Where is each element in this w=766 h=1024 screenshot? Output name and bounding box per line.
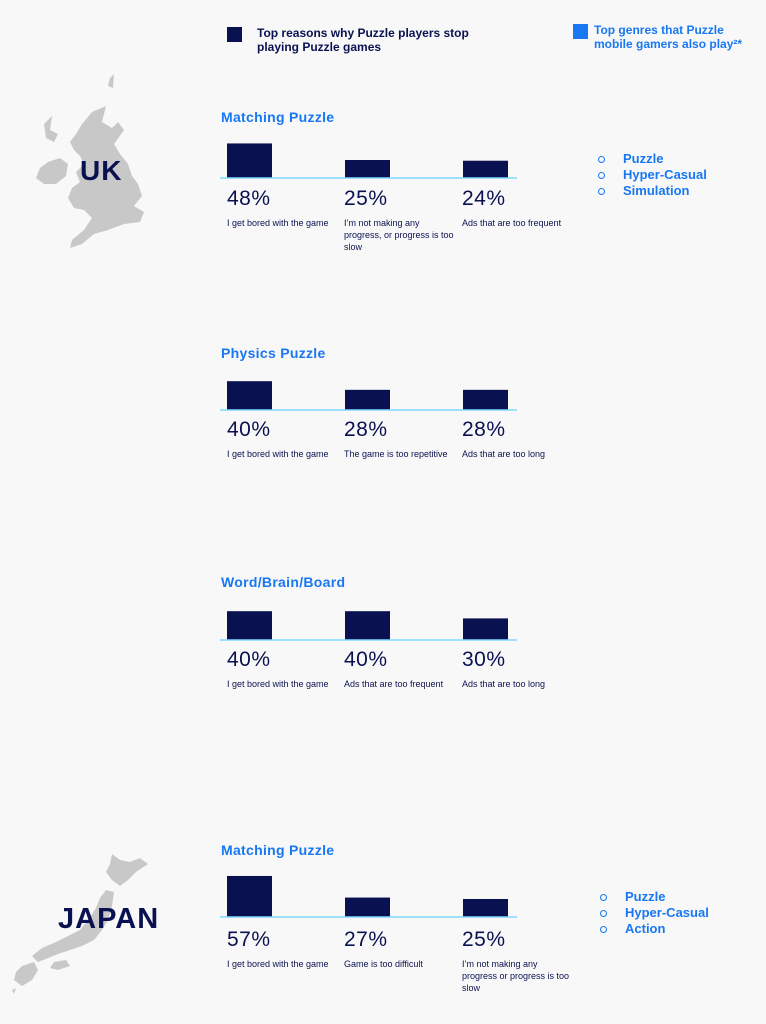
stat [227, 928, 337, 970]
bullet-icon [600, 910, 607, 917]
bar-3 [463, 390, 508, 410]
bar-2 [345, 160, 390, 178]
stat [344, 418, 454, 460]
stat-label: I get bored with the game [227, 679, 329, 689]
bar-1 [227, 611, 272, 640]
bullet-icon [598, 156, 605, 163]
stat-value: 57% [227, 928, 271, 951]
chart-uk-matching [215, 140, 525, 180]
stat-value: 27% [344, 928, 388, 951]
stat [227, 187, 337, 229]
genre-list-uk [598, 151, 707, 199]
legend-reasons-label: Top reasons why Puzzle players stop playing Puzzle games [257, 26, 469, 54]
chart-title: Physics Puzzle [221, 345, 326, 361]
genre-item [600, 905, 709, 921]
stat-value: 25% [344, 187, 388, 210]
stat [462, 418, 572, 460]
bullet-icon [600, 894, 607, 901]
bar-2 [345, 611, 390, 640]
stat-label: Ads that are too long [462, 449, 546, 459]
stat [227, 418, 337, 460]
genre-item [598, 151, 707, 167]
bullet-icon [600, 926, 607, 933]
genre-label: Hyper-Casual [623, 167, 707, 182]
chart-uk-word [215, 602, 525, 642]
stat [344, 648, 454, 690]
legend-reasons-swatch [227, 27, 242, 42]
stat-label: I’m not making any progress or progress is too slow [462, 959, 570, 993]
bar-1 [227, 876, 272, 917]
stat [462, 648, 572, 690]
stat [344, 187, 454, 253]
bar-1 [227, 381, 272, 410]
genre-list-japan [600, 889, 709, 937]
stat [227, 648, 337, 690]
bar-2 [345, 898, 390, 917]
stat-value: 25% [462, 928, 506, 951]
stat-value: 30% [462, 648, 506, 671]
genre-label: Simulation [623, 183, 690, 198]
stat-label: The game is too repetitive [344, 449, 448, 459]
stat-label: I’m not making any progress, or progress is too slow [344, 218, 454, 252]
stat [462, 187, 572, 229]
bar-3 [463, 899, 508, 917]
stat-label: Game is too difficult [344, 959, 423, 969]
stat-label: Ads that are too long [462, 679, 546, 689]
stat-value: 28% [462, 418, 506, 441]
bullet-icon [598, 188, 605, 195]
chart-title: Matching Puzzle [221, 109, 335, 125]
legend-genres [573, 23, 764, 51]
bar-3 [463, 618, 508, 640]
legend-genres-label: Top genres that Puzzle mobile gamers also play²* [594, 23, 743, 51]
chart-title: Matching Puzzle [221, 842, 335, 858]
bar-3 [463, 161, 508, 178]
bullet-icon [598, 172, 605, 179]
genre-item [600, 921, 709, 937]
genre-label: Action [625, 921, 666, 936]
genre-item [598, 167, 707, 183]
stat-label: I get bored with the game [227, 959, 329, 969]
stat-value: 40% [227, 418, 271, 441]
stat [344, 928, 454, 970]
stat-value: 40% [227, 648, 271, 671]
genre-label: Puzzle [625, 889, 666, 904]
stat-value: 28% [344, 418, 388, 441]
genre-label: Puzzle [623, 151, 664, 166]
bar-2 [345, 390, 390, 410]
stat-value: 24% [462, 187, 506, 210]
country-label-japan: JAPAN [58, 903, 160, 935]
stat-label: I get bored with the game [227, 218, 329, 228]
genre-item [598, 183, 707, 199]
chart-uk-physics [215, 372, 525, 412]
genre-label: Hyper-Casual [625, 905, 709, 920]
stat-label: Ads that are too frequent [344, 679, 444, 689]
chart-japan-matching [215, 875, 525, 919]
country-label-uk: UK [80, 155, 123, 186]
bar-1 [227, 143, 272, 178]
stat-value: 48% [227, 187, 271, 210]
stat-value: 40% [344, 648, 388, 671]
chart-title: Word/Brain/Board [221, 574, 346, 590]
stat [462, 928, 572, 994]
stat-label: I get bored with the game [227, 449, 329, 459]
legend-reasons [227, 26, 487, 54]
legend-genres-swatch [573, 24, 588, 39]
genre-item [600, 889, 709, 905]
stat-label: Ads that are too frequent [462, 218, 562, 228]
